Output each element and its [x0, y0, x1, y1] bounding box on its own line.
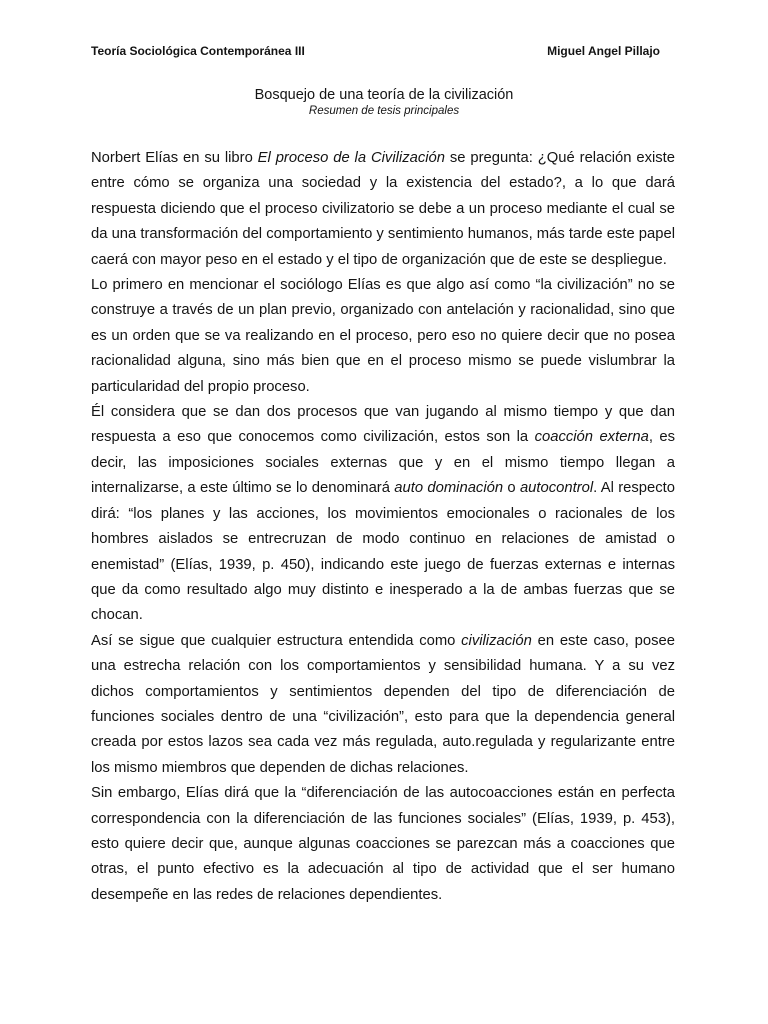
document-title: Bosquejo de una teoría de la civilización [254, 87, 514, 103]
text-run: Sin embargo, Elías dirá que la “diferenciación de las autocoacciones están en perfecta correspondencia con la diferenciación de las funciones sociales” (Elías, 1939, p. 453), esto quiere decir que, aunque algunas coacciones se parezcan más a coacciones que otras, el punto efectivo es la adecuación al tipo de actividad que el ser humano desempeñe en las redes de relaciones dependientes. [91, 785, 675, 903]
text-run: en este caso, posee una estrecha relación con los comportamientos y sensibilidad humana. Y a su vez dichos comportamientos y sentimientos dependen del tipo de diferenciación de funciones sociales dentro de una “civilización”, esto para que la dependencia general creada por estos lazos sea cada vez más regulada, auto.regulada y regularizante entre los mismo miembros que dependen de dichas relaciones. [91, 632, 675, 776]
header-author: Miguel Angel Pillajo [547, 44, 660, 58]
text-run: . Al respecto dirá: “los planes y las acciones, los movimientos emocionales o racionales de los hombres aislados se entrecruzan de modo continuo en relaciones de amistad o enemistad” (Elías, 1939, p. 450), indicando este juego de fuerzas externas e internas que da como resultado algo muy distinto e inesperado a la de ambas fuerzas que se chocan. [91, 480, 675, 624]
text-run: Así se sigue que cualquier estructura entendida como [91, 632, 462, 649]
document-subtitle: Resumen de tesis principales [308, 105, 460, 117]
italic-term: autocontrol [519, 480, 594, 497]
text-run: o [503, 480, 520, 497]
italic-book-title: El proceso de la Civilización [257, 150, 445, 166]
paragraph [91, 629, 675, 781]
italic-term: auto dominación [394, 480, 504, 497]
text-run: Él considera que se dan dos procesos que van jugando al mismo tiempo y que dan respuesta a eso que conocemos como civilización, estos son la [91, 404, 675, 446]
paragraph [91, 400, 675, 629]
paragraph [91, 781, 675, 908]
paragraph [91, 273, 675, 400]
italic-term: civilización [461, 632, 532, 649]
header-course-title: Teoría Sociológica Contemporánea III [91, 44, 305, 58]
paragraph [91, 146, 675, 273]
text-run: , es decir, las imposiciones sociales externas que y en el mismo tiempo llegan a internalizarse, a este último se lo denominará [91, 429, 675, 497]
document-body [91, 146, 675, 908]
text-run: Lo primero en mencionar el sociólogo Elías es que algo así como “la civilización” no se construye a través de un plan previo, organizado con antelación y racionalidad, sino que es un orden que se va realizando en el proceso, pero eso no quiere decir que no posea racionalidad alguna, sino más bien que en el proceso mismo se puede vislumbrar la particularidad del propio proceso. [91, 277, 675, 395]
text-run: Norbert Elías en su libro [91, 150, 258, 166]
text-run: se pregunta: ¿Qué relación existe entre cómo se organiza una sociedad y la existencia del estado?, a lo que dará respuesta diciendo que el proceso civilizatorio se debe a un proceso mediante el cual se da una transformación del comportamiento y sentimiento humanos, más tarde este papel caerá con mayor peso en el estado y el tipo de organización que de este se despliegue. [91, 150, 675, 268]
italic-term: coacción externa [534, 429, 649, 446]
